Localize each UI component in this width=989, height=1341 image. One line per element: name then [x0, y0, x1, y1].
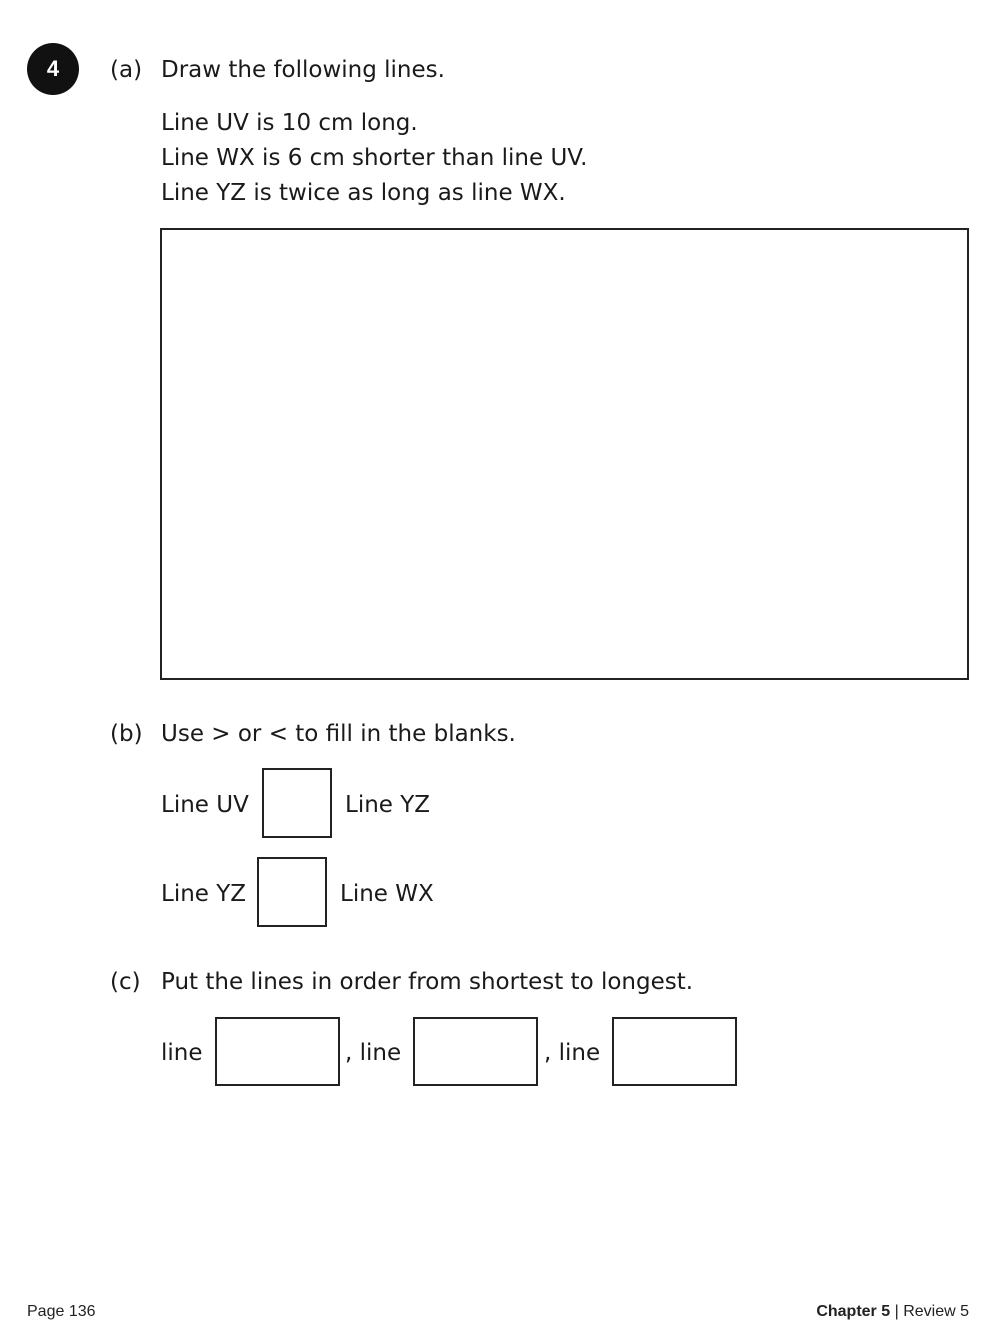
order-line-word-2: , line: [345, 1040, 402, 1066]
comparison-2-right: Line WX: [340, 881, 434, 907]
order-answer-box-1[interactable]: [215, 1017, 340, 1086]
line-yz-statement: Line YZ is twice as long as line WX.: [161, 180, 566, 206]
order-answer-box-3[interactable]: [612, 1017, 737, 1086]
line-wx-statement: Line WX is 6 cm shorter than line UV.: [161, 145, 588, 171]
part-a-label: (a): [110, 57, 143, 83]
question-number-badge: 4: [27, 43, 79, 95]
comparison-2-left: Line YZ: [161, 881, 247, 907]
part-c-label: (c): [110, 969, 141, 995]
part-a-instruction: Draw the following lines.: [161, 57, 445, 83]
comparison-2-answer-box[interactable]: [257, 857, 327, 927]
comparison-1-left: Line UV: [161, 792, 249, 818]
part-b-instruction: Use > or < to fill in the blanks.: [161, 721, 516, 747]
footer-separator: |: [894, 1303, 899, 1320]
comparison-1-answer-box[interactable]: [262, 768, 332, 838]
review-label: Review 5: [903, 1303, 969, 1320]
part-c-instruction: Put the lines in order from shortest to longest.: [161, 969, 694, 995]
chapter-footer: [816, 1303, 969, 1321]
chapter-label: Chapter 5: [816, 1303, 891, 1320]
part-b-label: (b): [110, 721, 143, 747]
comparison-1-right: Line YZ: [345, 792, 431, 818]
order-line-word-1: line: [161, 1040, 203, 1066]
drawing-area[interactable]: [160, 228, 969, 680]
order-line-word-3: , line: [544, 1040, 601, 1066]
line-uv-statement: Line UV is 10 cm long.: [161, 110, 418, 136]
order-answer-box-2[interactable]: [413, 1017, 538, 1086]
page-number: Page 136: [27, 1303, 96, 1320]
